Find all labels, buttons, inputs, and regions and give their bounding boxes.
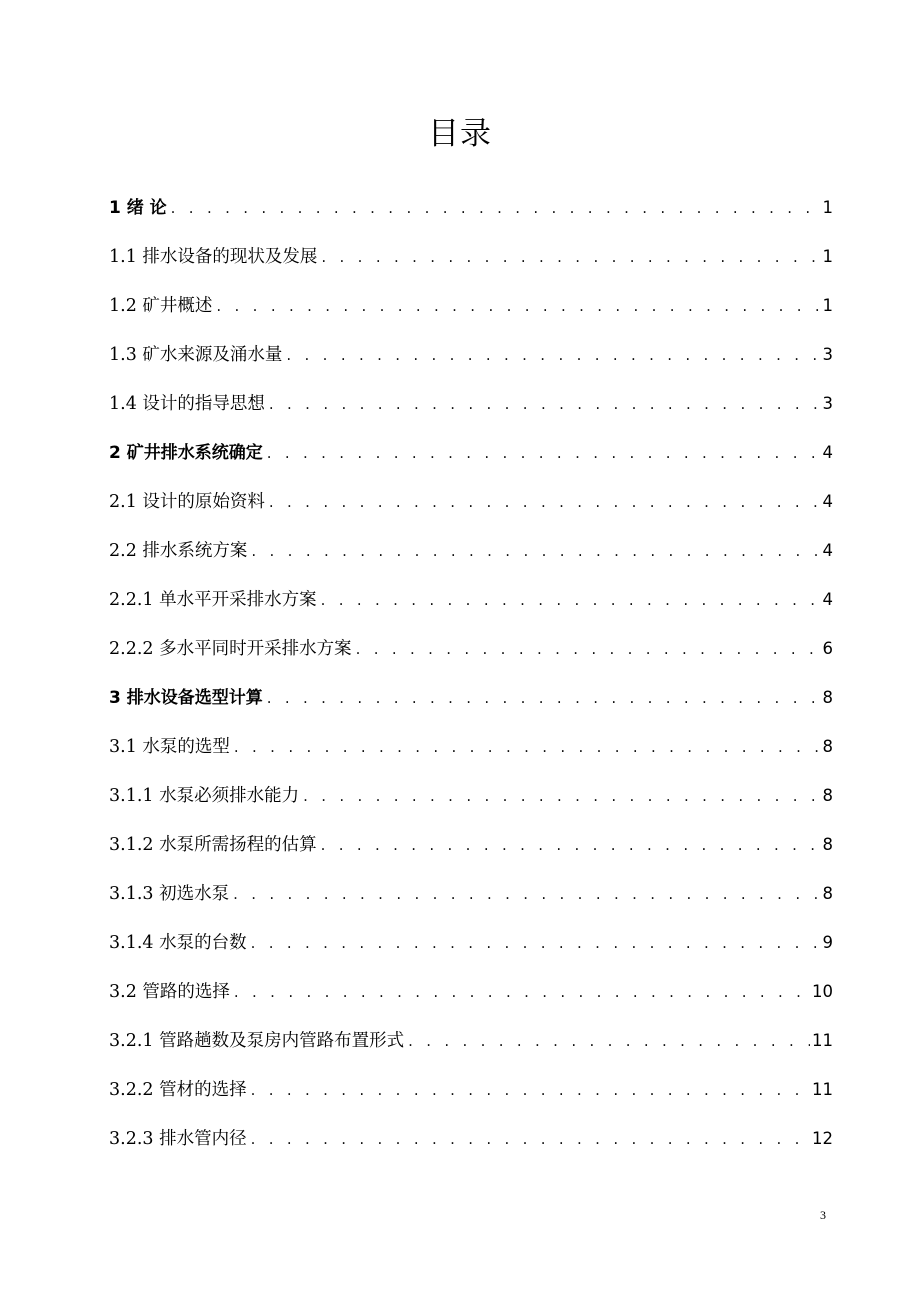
toc-entry-page: 3 xyxy=(822,394,833,413)
toc-entry[interactable] xyxy=(109,337,833,386)
toc-dot-leader xyxy=(408,1023,810,1059)
toc-dot-leader xyxy=(321,239,820,275)
toc-dot-leader xyxy=(251,533,820,569)
toc-entry[interactable] xyxy=(109,1023,833,1072)
toc-entry-label: 3.1.1 水泵必须排水能力 xyxy=(109,786,300,806)
toc-entry[interactable] xyxy=(109,631,833,680)
toc-entry-page: 11 xyxy=(812,1031,833,1050)
toc-entry-page: 8 xyxy=(822,884,833,903)
toc-entry-page: 4 xyxy=(822,443,833,462)
toc-entry-page: 9 xyxy=(822,933,833,952)
toc-entry-label: 2 矿井排水系统确定 xyxy=(109,443,263,463)
toc-entry-label: 1.1 排水设备的现状及发展 xyxy=(109,247,318,267)
toc-dot-leader xyxy=(251,925,821,961)
toc-entry[interactable] xyxy=(109,680,833,729)
toc-dot-leader xyxy=(321,582,821,618)
toc-entry-page: 12 xyxy=(812,1129,833,1148)
toc-entry-page: 6 xyxy=(822,639,833,658)
toc-entry-page: 1 xyxy=(822,247,833,266)
toc-entry-page: 4 xyxy=(822,541,833,560)
toc-entry-page: 11 xyxy=(812,1080,833,1099)
toc-entry-page: 10 xyxy=(812,982,833,1001)
toc-entry[interactable] xyxy=(109,190,833,239)
toc-entry[interactable] xyxy=(109,876,833,925)
toc-dot-leader xyxy=(234,729,821,765)
page-title: 目录 xyxy=(428,116,492,152)
toc-entry-page: 4 xyxy=(822,590,833,609)
toc-dot-leader xyxy=(234,974,810,1010)
toc-dot-leader xyxy=(356,631,821,667)
toc-entry-page: 8 xyxy=(822,835,833,854)
toc-dot-leader xyxy=(171,190,821,226)
toc-entry-page: 4 xyxy=(822,492,833,511)
toc-dot-leader xyxy=(321,827,821,863)
toc-entry-label: 3 排水设备选型计算 xyxy=(109,688,263,708)
toc-entry[interactable] xyxy=(109,1121,833,1170)
toc-entry-label: 2.2 排水系统方案 xyxy=(109,541,248,561)
toc-entry[interactable] xyxy=(109,386,833,435)
toc-entry-page: 8 xyxy=(822,786,833,805)
toc-entry-label: 3.2.2 管材的选择 xyxy=(109,1080,247,1100)
toc-entry[interactable] xyxy=(109,974,833,1023)
page-number: 3 xyxy=(820,1208,826,1222)
toc-dot-leader xyxy=(269,484,821,520)
toc-dot-leader xyxy=(251,1121,810,1157)
toc-entry[interactable] xyxy=(109,239,833,288)
toc-entry-label: 3.2 管路的选择 xyxy=(109,982,230,1002)
toc-dot-leader xyxy=(216,288,820,324)
toc-dot-leader xyxy=(267,680,821,716)
toc-entry-label: 3.1.4 水泵的台数 xyxy=(109,933,247,953)
toc-dot-leader xyxy=(251,1072,810,1108)
toc-entry-page: 8 xyxy=(822,737,833,756)
toc-dot-leader xyxy=(303,778,820,814)
toc-entry-label: 3.1.3 初选水泵 xyxy=(109,884,230,904)
table-of-contents xyxy=(109,190,833,1170)
toc-entry-label: 3.1.2 水泵所需扬程的估算 xyxy=(109,835,317,855)
toc-entry-label: 1.2 矿井概述 xyxy=(109,296,213,316)
toc-entry-label: 3.2.3 排水管内径 xyxy=(109,1129,247,1149)
toc-entry[interactable] xyxy=(109,288,833,337)
toc-entry[interactable] xyxy=(109,435,833,484)
toc-entry-page: 8 xyxy=(822,688,833,707)
toc-entry[interactable] xyxy=(109,1072,833,1121)
toc-entry-label: 3.2.1 管路趟数及泵房内管路布置形式 xyxy=(109,1031,405,1051)
toc-entry-page: 3 xyxy=(822,345,833,364)
toc-entry-label: 2.1 设计的原始资料 xyxy=(109,492,265,512)
toc-dot-leader xyxy=(286,337,820,373)
toc-entry[interactable] xyxy=(109,484,833,533)
toc-entry-label: 3.1 水泵的选型 xyxy=(109,737,230,757)
toc-entry[interactable] xyxy=(109,582,833,631)
toc-entry[interactable] xyxy=(109,827,833,876)
toc-entry[interactable] xyxy=(109,778,833,827)
toc-entry-label: 1 绪 论 xyxy=(109,198,167,218)
toc-entry-page: 1 xyxy=(822,296,833,315)
toc-entry-label: 2.2.1 单水平开采排水方案 xyxy=(109,590,317,610)
toc-entry-label: 1.4 设计的指导思想 xyxy=(109,394,265,414)
toc-entry[interactable] xyxy=(109,729,833,778)
toc-entry-page: 1 xyxy=(822,198,833,217)
toc-dot-leader xyxy=(269,386,821,422)
toc-entry[interactable] xyxy=(109,925,833,974)
toc-dot-leader xyxy=(267,435,821,471)
toc-entry[interactable] xyxy=(109,533,833,582)
toc-entry-label: 1.3 矿水来源及涌水量 xyxy=(109,345,283,365)
toc-entry-label: 2.2.2 多水平同时开采排水方案 xyxy=(109,639,352,659)
toc-dot-leader xyxy=(233,876,820,912)
